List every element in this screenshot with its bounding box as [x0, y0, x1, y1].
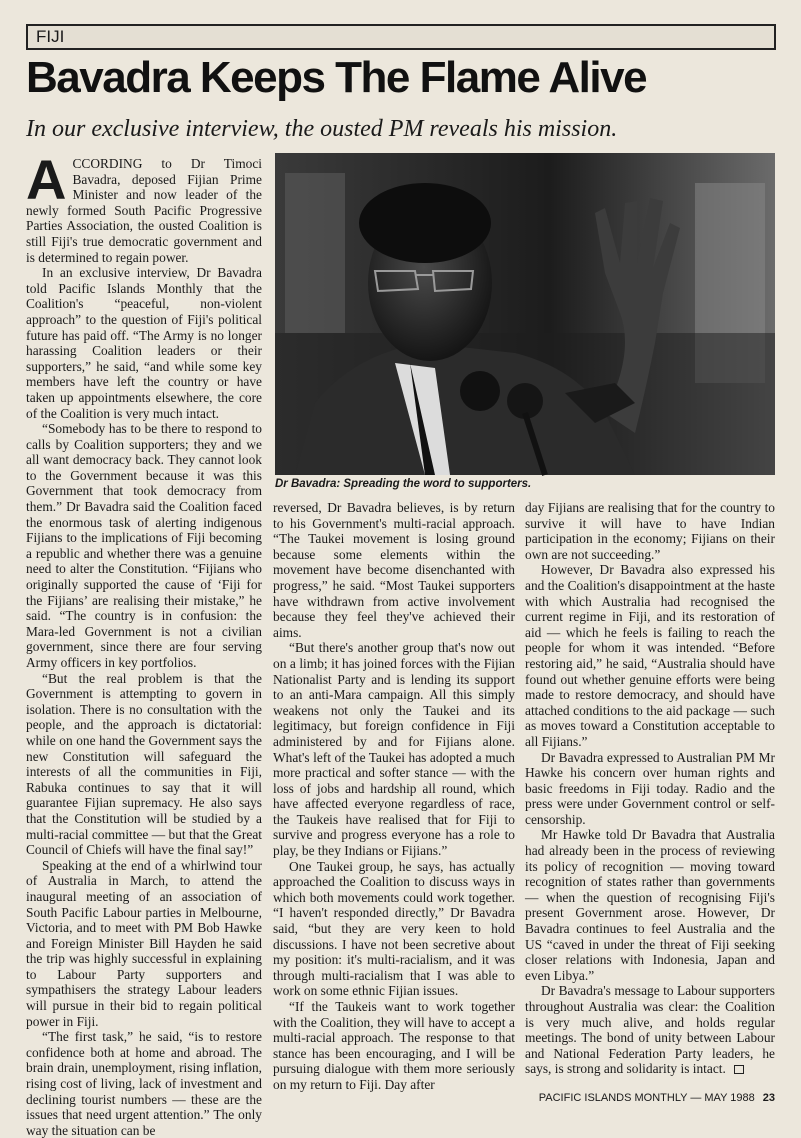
- publication-line: PACIFIC ISLANDS MONTHLY — MAY 1988: [538, 1092, 755, 1104]
- headline: Bavadra Keeps The Flame Alive: [26, 53, 647, 102]
- section-label: FIJI: [26, 24, 776, 50]
- photo: [275, 153, 775, 475]
- photo-of-dr-bavadra-icon: [275, 153, 775, 475]
- page-number: 23: [762, 1092, 775, 1104]
- paragraph: “The first task,” he said, “is to restore confidence both at home and abroad. The brain drain, unemployment, rising inflation, rising cost of living, lack of investment and declining tourist numbers — these are the issues that need urgent attention.” The only way the situation can be: [26, 1029, 262, 1138]
- paragraph-text: CCORDING to Dr Timoci Bavadra, deposed Fijian Prime Minister and now leader of the newly formed South Pacific Progressive Parties Association, the ousted Coalition is still Fiji's true democratic government and is determined to regain power.: [26, 156, 262, 265]
- paragraph: Dr Bavadra expressed to Australian PM Mr Hawke his concern over human rights and basic freedoms in Fiji today. Radio and the press were under Government control or self-censorship.: [525, 749, 775, 827]
- paragraph: In an exclusive interview, Dr Bavadra told Pacific Islands Monthly that the Coalition's “peaceful, non-violent approach” to the question of Fiji's political future has paid off. “The Army is no longer harassing Coalition leaders or their supporters,” he said, “and while some key members have left the country or have taken up appointments elsewhere, the core of the Coalition is very much intact.: [26, 265, 262, 421]
- paragraph: [525, 983, 775, 1077]
- article-column-2: [273, 500, 515, 1093]
- photo-caption: Dr Bavadra: Spreading the word to supporters.: [275, 478, 532, 490]
- paragraph: Mr Hawke told Dr Bavadra that Australia had already been in the process of reviewing its policy of recognition — moving toward recognition of states rather than governments — when the question of recognising Fiji's present Government arose. However, Dr Bavadra continues to feel Australia and the US “caved in under the threat of Fiji seeking closer relations with Indonesia, Japan and even Libya.”: [525, 827, 775, 983]
- paragraph: “Somebody has to be there to respond to calls by Coalition supporters; they and we all want democracy back. They cannot look to the Government because it was this Government that took democracy from them.” Dr Bavadra said the Coalition faced the enormous task of alerting indigenous Fijians to the implications of Fiji becoming a republic and whether there was a genuine need to alter the Constitution. “Fijians who originally supported the cause of ‘Fiji for the Fijians’ are realising their mistake,” he said. “The country is in confusion: the Mara-led Government is not a civilian government, since there are four serving Army officers in key portfolios.: [26, 421, 262, 670]
- paragraph-text: Dr Bavadra's message to Labour supporters throughout Australia was clear: the Coalition is very much alive, and holds regular meetings. The bond of unity between Labour and National Federation Party leaders, he says, is strong and solidarity is intact.: [525, 983, 775, 1077]
- paragraph: “If the Taukeis want to work together with the Coalition, they will have to accept a multi-racial approach. The response to that stance has been encouraging, and I will be pursuing dialogue with them more seriously on my return to Fiji. Day after: [273, 999, 515, 1092]
- drop-cap: A: [26, 148, 67, 211]
- paragraph: Speaking at the end of a whirlwind tour of Australia in March, to attend the inaugural meeting of an association of South Pacific Labour parties in Melbourne, Victoria, and to meet with PM Bob Hawke and Foreign Minister Bill Hayden he said the trip was highly successful in explaining to Labour Party supporters and sympathisers the strategy Labour leaders will pursue in their bid to regain political power in Fiji.: [26, 857, 262, 1029]
- paragraph: “But the real problem is that the Government is attempting to govern in isolation. There is no consultation with the people, and the approach is dictatorial: while on one hand the Government says the new Constitution will safeguard the interests of all the communities in Fiji, Rabuka continues to say that it will guarantee Fijian supremacy. He also says that the Constitution will be studied by a multi-racial committee — but that the Great Council of Chiefs will have the final say!”: [26, 670, 262, 858]
- end-mark-icon: [734, 1065, 744, 1074]
- paragraph: One Taukei group, he says, has actually approached the Coalition to discuss ways in which both movements could work together. “I haven't responded directly,” Dr Bavadra said, “but they are very keen to hold discussions. I have not been secretive about my position: it's multi-racialism, and it was through multi-racialism that I was able to work on some ethnic Fijian issues.: [273, 858, 515, 999]
- paragraph: [26, 148, 262, 265]
- article-column-3: [525, 500, 775, 1077]
- paragraph: “But there's another group that's now out on a limb; it has joined forces with the Fijian Nationalist Party and is lending its support to an anti-Mara campaign. All this simply weakens not only the Taukei and its legitimacy, but foreign confidence in Fiji administered by and for Fijians alone. What's left of the Taukei has adopted a much more practical and softer stance — with the loss of jobs and hardship all round, which have affected everyone regardless of race, the Taukeis have realised that for Fiji to survive and progress everyone has a role to play, be they Indians or Fijians.”: [273, 640, 515, 859]
- paragraph: reversed, Dr Bavadra believes, is by return to his Government's multi-racial approach. “The Taukei movement is losing ground because some elements within the movement have become disenchanted with progress,” he said. “Most Taukei supporters have withdrawn from active involvement because they feel they've achieved their aims.: [273, 500, 515, 640]
- paragraph: day Fijians are realising that for the country to survive it will have to have Indian participation in the economy; Fijians on their own are not succeeding.”: [525, 500, 775, 562]
- article-column-1: [26, 148, 262, 1138]
- page-footer: [525, 1092, 775, 1104]
- paragraph: However, Dr Bavadra also expressed his and the Coalition's disappointment at the haste with which Australia had recognised the current regime in Fiji, and its restoration of aid — which he feels is failing to reach the people for whom it was intended. “Before restoring aid,” he said, “Australia should have found out whether genuine efforts were being made to restore democracy, and should have attached conditions to the aid package — such as moves toward a Constitution acceptable to all Fijians.”: [525, 562, 775, 749]
- dek: In our exclusive interview, the ousted PM reveals his mission.: [26, 116, 618, 142]
